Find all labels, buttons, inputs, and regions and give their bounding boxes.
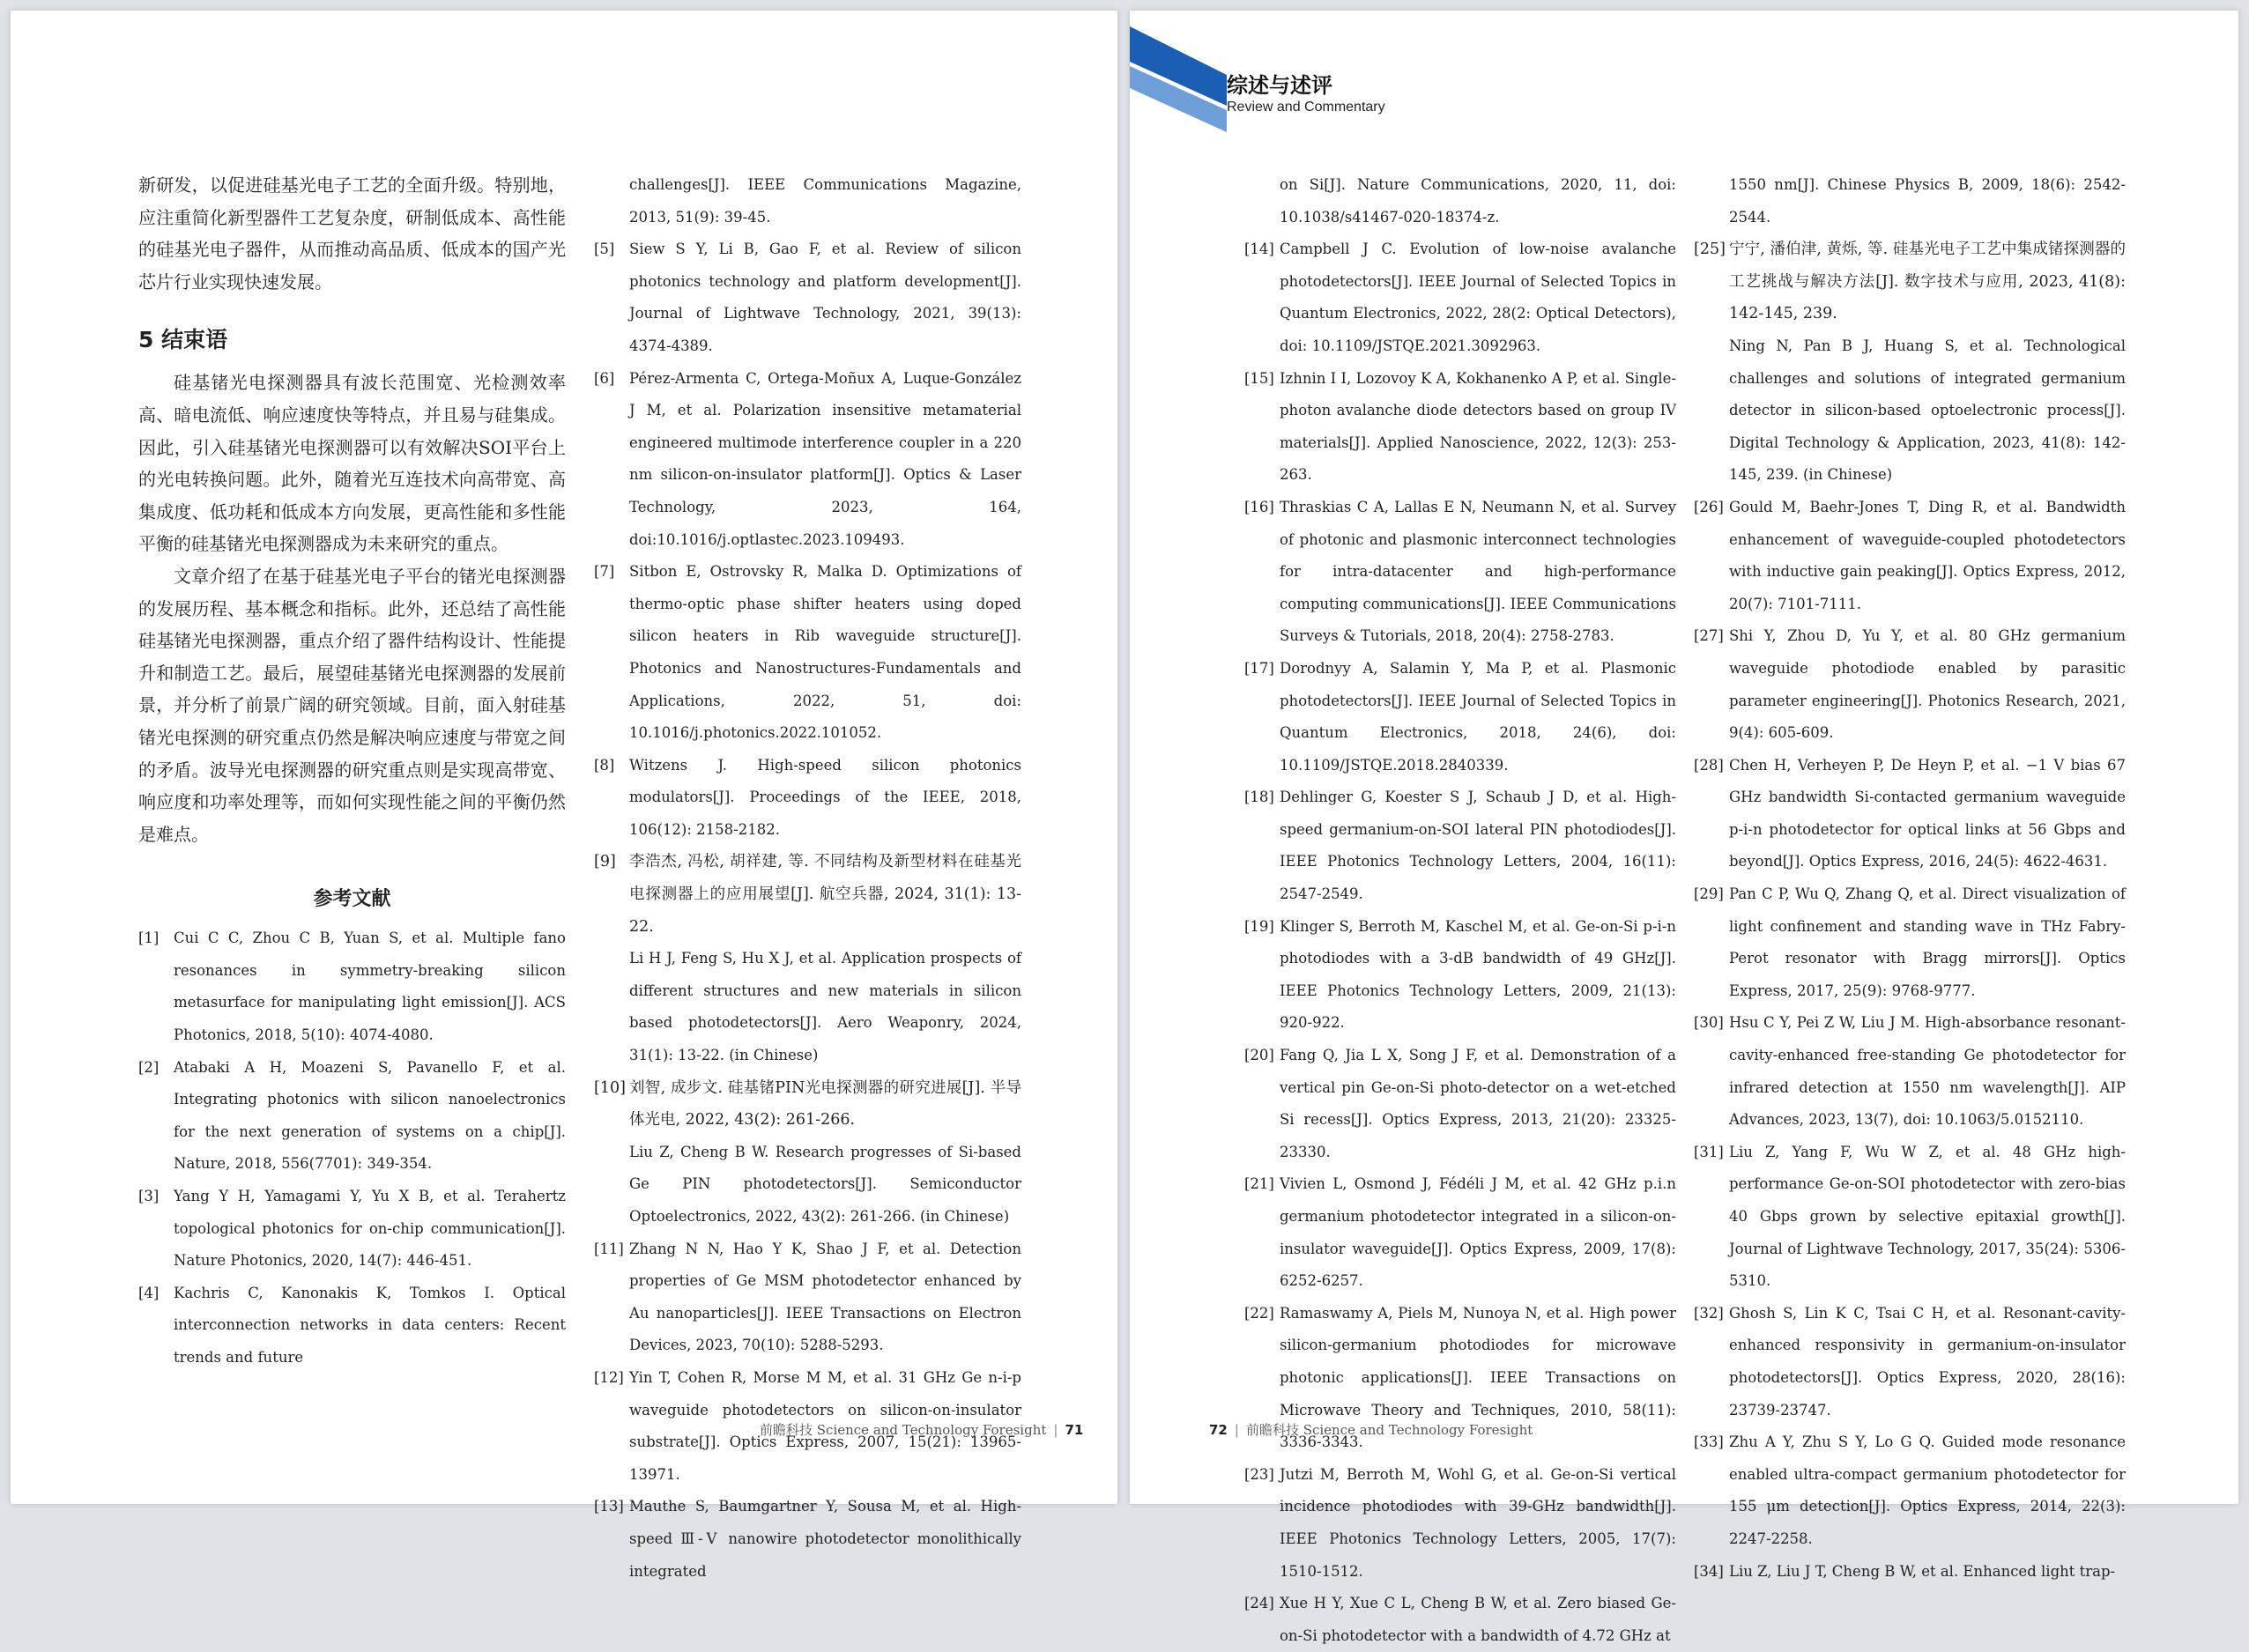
reference-item — [594, 846, 1021, 943]
reference-item — [1244, 233, 1676, 362]
reference-item — [138, 1278, 566, 1374]
reference-number: [20] — [1244, 1047, 1274, 1064]
reference-number: [19] — [1244, 917, 1274, 935]
left-col-1 — [138, 169, 566, 1374]
reference-text: Zhu A Y, Zhu S Y, Lo G Q. Guided mode resonance enabled ultra-compact germanium photodetector for 155 μm detection[J]. Optics Express, 2014, 22(3): 2247-2258. — [1729, 1433, 2126, 1547]
section-header-subtitle: Review and Commentary — [1227, 100, 1385, 115]
reference-number: [23] — [1244, 1465, 1274, 1483]
reference-text: Atabaki A H, Moazeni S, Pavanello F, et al. Integrating photonics with silicon nanoelectronics for the next generation of systems on a chip[J]. Nature, 2018, 556(7701): 349-354. — [174, 1058, 566, 1173]
footer-journal: 前瞻科技 Science and Technology Foresight — [1245, 1422, 1533, 1438]
reference-item — [1694, 1007, 2126, 1136]
reference-number: [6] — [594, 369, 615, 387]
reference-list — [594, 169, 1021, 1588]
reference-item — [594, 1072, 1021, 1137]
reference-number: [27] — [1694, 627, 1724, 645]
reference-item — [138, 1181, 566, 1278]
reference-number: [29] — [1694, 885, 1724, 903]
reference-text: Yin T, Cohen R, Morse M M, et al. 31 GHz Ge n-i-p waveguide photodetectors on silicon-on-insulator substrate[J]. Optics Express, 2007, 15(21): 13965-13971. — [629, 1368, 1021, 1483]
reference-item — [1244, 911, 1676, 1040]
reference-item — [1244, 1588, 1676, 1652]
references-heading: 参考文献 — [313, 888, 391, 911]
left-col-2 — [594, 169, 1021, 1588]
reference-item — [138, 1052, 566, 1181]
reference-item — [1694, 878, 2126, 1007]
intro-paragraph: 新研发，以促进硅基光电子工艺的全面升级。特别地，应注重简化新型器件工艺复杂度，研制低成本、高性能的硅基光电子器件，从而推动高品质、低成本的国产光芯片行业实现快速发展。 — [138, 174, 566, 293]
reference-number: [4] — [138, 1284, 160, 1301]
reference-item — [1694, 492, 2126, 620]
reference-text: Vivien L, Osmond J, Fédéli J M, et al. 42 GHz p.i.n germanium photodetector integrated in a silicon-on-insulator waveguide[J]. Optics Express, 2009, 17(8): 6252-6257. — [1280, 1175, 1676, 1290]
reference-number: [26] — [1694, 498, 1724, 515]
reference-number: [2] — [138, 1058, 160, 1076]
reference-text: Li H J, Feng S, Hu X J, et al. Application prospects of different structures and new materials in silicon based photodetectors[J]. Aero Weaponry, 2024, 31(1): 13-22. (in Chinese) — [629, 950, 1021, 1064]
reference-item — [1244, 653, 1676, 782]
reference-text: 宁宁, 潘伯津, 黄烁, 等. 硅基光电子工艺中集成锗探测器的工艺挑战与解决方法[J]. 数字技术与应用, 2023, 41(8): 142-145, 239. — [1729, 241, 2126, 323]
reference-text: Shi Y, Zhou D, Yu Y, et al. 80 GHz germanium waveguide photodiode enabled by parasitic parameter engineering[J]. Photonics Research, 2021, 9(4): 605-609. — [1729, 627, 2126, 742]
reference-item — [1244, 169, 1676, 233]
reference-text: Sitbon E, Ostrovsky R, Malka D. Optimizations of thermo-optic phase shifter heaters using doped silicon heaters in Rib waveguide structure[J]. Photonics and Nanostructures-Fundamentals and Applications, 2022, 51, doi: 10.1016/j.photonics.2022.101052. — [629, 563, 1021, 742]
reference-item — [1694, 330, 2126, 492]
reference-text: Liu Z, Yang F, Wu W Z, et al. 48 GHz high-performance Ge-on-SOI photodetector with zero-bias 40 Gbps grown by selective epitaxial growth[J]. Journal of Lightwave Technology, 2017, 35(24): 5306-5310. — [1729, 1143, 2126, 1290]
reference-text: Jutzi M, Berroth M, Wohl G, et al. Ge-on-Si vertical incidence photodiodes with 39-GHz bandwidth[J]. IEEE Photonics Technology Letters, 2005, 17(7): 1510-1512. — [1280, 1465, 1676, 1580]
reference-item — [1694, 620, 2126, 749]
reference-text: Mauthe S, Baumgartner Y, Sousa M, et al. High-speed Ⅲ-Ⅴ nanowire photodetector monolithically integrated — [629, 1498, 1021, 1580]
reference-number: [13] — [594, 1498, 624, 1515]
page-footer — [1209, 1420, 1533, 1439]
page-number: 71 — [1065, 1422, 1084, 1438]
reference-list — [138, 922, 566, 1374]
reference-number: [33] — [1694, 1433, 1724, 1451]
reference-item — [1694, 1426, 2126, 1555]
reference-item — [1694, 1298, 2126, 1426]
reference-text: Zhang N N, Hao Y K, Shao J F, et al. Detection properties of Ge MSM photodetector enhanced by Au nanoparticles[J]. IEEE Transactions on Electron Devices, 2023, 70(10): 5288-5293. — [629, 1240, 1021, 1354]
reference-list — [1694, 169, 2126, 1588]
reference-text: Dorodnyy A, Salamin Y, Ma P, et al. Plasmonic photodetectors[J]. IEEE Journal of Selected Topics in Quantum Electronics, 2018, 24(6), doi: 10.1109/JSTQE.2018.2840339. — [1280, 659, 1676, 774]
reference-number: [3] — [138, 1188, 160, 1205]
reference-text: on Si[J]. Nature Communications, 2020, 11, doi: 10.1038/s41467-020-18374-z. — [1280, 176, 1676, 226]
reference-number: [14] — [1244, 241, 1274, 258]
reference-item — [1694, 1556, 2126, 1589]
reference-text: Gould M, Baehr-Jones T, Ding R, et al. Bandwidth enhancement of waveguide-coupled photodetectors with inductive gain peaking[J]. Optics Express, 2012, 20(7): 7101-7111. — [1729, 498, 2126, 612]
reference-item — [594, 943, 1021, 1071]
reference-text: 李浩杰, 冯松, 胡祥建, 等. 不同结构及新型材料在硅基光电探测器上的应用展望[J]. 航空兵器, 2024, 31(1): 13-22. — [629, 853, 1021, 936]
reference-text: 刘智, 成步文. 硅基锗PIN光电探测器的研究进展[J]. 半导体光电, 2022, 43(2): 261-266. — [629, 1078, 1021, 1130]
reference-number: [15] — [1244, 369, 1274, 387]
reference-number: [21] — [1244, 1175, 1274, 1193]
reference-text: challenges[J]. IEEE Communications Magazine, 2013, 51(9): 39-45. — [629, 176, 1021, 226]
page-number: 72 — [1209, 1422, 1228, 1438]
reference-text: Campbell J C. Evolution of low-noise avalanche photodetectors[J]. IEEE Journal of Selected Topics in Quantum Electronics, 2022, 28(2: Optical Detectors), doi: 10.1109/JSTQE.2021.3092963. — [1280, 241, 1676, 354]
right-page — [1130, 11, 2238, 1644]
reference-number: [22] — [1244, 1304, 1274, 1322]
reference-number: [5] — [594, 241, 615, 258]
reference-number: [34] — [1694, 1562, 1724, 1580]
reference-item — [1244, 1040, 1676, 1168]
reference-text: Izhnin I I, Lozovoy K A, Kokhanenko A P, et al. Single-photon avalanche diode detectors based on group IV materials[J]. Applied Nanoscience, 2022, 12(3): 253-263. — [1280, 369, 1676, 484]
reference-text: Ramaswamy A, Piels M, Nunoya N, et al. High power silicon-germanium photodiodes for microwave photonic applications[J]. IEEE Transactions on Microwave Theory and Techniques, 2010, 58(11): 3336-3343. — [1280, 1304, 1676, 1451]
footer-separator: | — [1053, 1422, 1058, 1438]
reference-item — [1244, 1459, 1676, 1588]
reference-number: [30] — [1694, 1014, 1724, 1032]
reference-number: [17] — [1244, 659, 1274, 677]
reference-number: [32] — [1694, 1304, 1724, 1322]
section-band-graphic — [1130, 26, 1227, 132]
reference-number: [12] — [594, 1368, 624, 1386]
reference-item — [1244, 492, 1676, 653]
reference-item — [1694, 1137, 2126, 1298]
reference-text: 1550 nm[J]. Chinese Physics B, 2009, 18(6): 2542-2544. — [1729, 176, 2126, 226]
reference-number: [24] — [1244, 1595, 1274, 1612]
reference-item — [1244, 1168, 1676, 1297]
right-col-2 — [1694, 169, 2126, 1588]
reference-number: [28] — [1694, 756, 1724, 774]
page-footer — [760, 1420, 1083, 1439]
section-title: 5 结束语 — [138, 327, 228, 353]
reference-text: Liu Z, Cheng B W. Research progresses of Si-based Ge PIN photodetectors[J]. Semiconductor Optoelectronics, 2022, 43(2): 261-266. (in Chinese) — [629, 1143, 1021, 1225]
reference-text: Klinger S, Berroth M, Kaschel M, et al. Ge-on-Si p-i-n photodiodes with a 3-dB bandwidth of 49 GHz[J]. IEEE Photonics Technology Letters, 2009, 21(13): 920-922. — [1280, 917, 1676, 1032]
reference-number: [18] — [1244, 789, 1274, 806]
reference-number: [1] — [138, 930, 160, 947]
reference-text: Ning N, Pan B J, Huang S, et al. Technological challenges and solutions of integrated germanium detector in silicon-based optoelectronic process[J]. Digital Technology & Application, 2023, 41(8): 142-145, 239. (in Chinese) — [1729, 337, 2126, 484]
reference-item — [594, 233, 1021, 362]
reference-text: Cui C C, Zhou C B, Yuan S, et al. Multiple fano resonances in symmetry-breaking silicon metasurface for manipulating light emission[J]. ACS Photonics, 2018, 5(10): 4074-4080. — [174, 930, 566, 1044]
reference-number: [25] — [1694, 241, 1726, 259]
reference-text: Liu Z, Liu J T, Cheng B W, et al. Enhanced light trap- — [1729, 1562, 2116, 1580]
reference-item — [1694, 750, 2126, 878]
reference-item — [594, 750, 1021, 847]
conclusion-paragraph-1: 硅基锗光电探测器具有波长范围宽、光检测效率高、暗电流低、响应速度快等特点，并且易与硅集成。因此，引入硅基锗光电探测器可以有效解决SOI平台上的光电转换问题。此外，随着光互连技术向高带宽、高集成度、低功耗和低成本方向发展，更高性能和多性能平衡的硅基锗光电探测器成为未来研究的重点。 — [138, 372, 566, 555]
reference-item — [1694, 233, 2126, 330]
reference-text: Siew S Y, Li B, Gao F, et al. Review of silicon photonics technology and platform development[J]. Journal of Lightwave Technology, 2021, 39(13): 4374-4389. — [629, 241, 1021, 354]
reference-item — [594, 556, 1021, 750]
footer-journal: 前瞻科技 Science and Technology Foresight — [760, 1422, 1047, 1438]
reference-number: [8] — [594, 756, 615, 774]
reference-item — [1694, 169, 2126, 233]
reference-number: [7] — [594, 563, 615, 581]
reference-item — [594, 1137, 1021, 1233]
section-header-title: 综述与述评 — [1227, 73, 1332, 98]
reference-number: [11] — [594, 1240, 624, 1257]
reference-item — [594, 1233, 1021, 1362]
reference-text: Hsu C Y, Pei Z W, Liu J M. High-absorbance resonant-cavity-enhanced free-standing Ge photodetector for infrared detection at 1550 nm wavelength[J]. AIP Advances, 2023, 13(7), doi: 10.1063/5.0152110. — [1729, 1014, 2126, 1129]
reference-text: Yang Y H, Yamagami Y, Yu X B, et al. Terahertz topological photonics for on-chip communication[J]. Nature Photonics, 2020, 14(7): 446-451. — [174, 1188, 566, 1270]
left-page — [11, 11, 1117, 1580]
reference-number: [16] — [1244, 498, 1274, 515]
conclusion-paragraph-2: 文章介绍了在基于硅基光电子平台的锗光电探测器的发展历程、基本概念和指标。此外，还总结了高性能硅基锗光电探测器，重点介绍了器件结构设计、性能提升和制造工艺。最后，展望硅基锗光电探测器的发展前景，并分析了前景广阔的研究领域。目前，面入射硅基锗光电探测的研究重点仍然是解决响应速度与带宽之间的矛盾。波导光电探测器的研究重点则是实现高带宽、响应度和功率处理等，而如何实现性能之间的平衡仍然是难点。 — [138, 565, 566, 845]
reference-text: Fang Q, Jia L X, Song J F, et al. Demonstration of a vertical pin Ge-on-Si photo-detector on a wet-etched Si recess[J]. Optics Express, 2013, 21(20): 23325-23330. — [1280, 1047, 1676, 1160]
reference-number: [9] — [594, 853, 616, 871]
footer-separator: | — [1234, 1422, 1239, 1438]
reference-text: Witzens J. High-speed silicon photonics modulators[J]. Proceedings of the IEEE, 2018, 106(12): 2158-2182. — [629, 756, 1021, 838]
reference-text: Xue H Y, Xue C L, Cheng B W, et al. Zero biased Ge-on-Si photodetector with a bandwidth of 4.72 GHz at — [1280, 1595, 1676, 1644]
reference-text: Dehlinger G, Koester S J, Schaub J D, et al. High-speed germanium-on-SOI lateral PIN photodiodes[J]. IEEE Photonics Technology Letters, 2004, 16(11): 2547-2549. — [1280, 789, 1676, 903]
reference-text: Kachris C, Kanonakis K, Tomkos I. Optical interconnection networks in data centers: Recent trends and future — [174, 1284, 566, 1366]
reference-item — [594, 169, 1021, 233]
reference-text: Ghosh S, Lin K C, Tsai C H, et al. Resonant-cavity-enhanced responsivity in germanium-on-insulator photodetectors[J]. Optics Express, 2020, 28(16): 23739-23747. — [1729, 1304, 2126, 1419]
reference-text: Thraskias C A, Lallas E N, Neumann N, et al. Survey of photonic and plasmonic interconnect technologies for intra-datacenter and high-performance computing communications[J]. IEEE Communications Surveys & Tutorials, 2018, 20(4): 2758-2783. — [1280, 498, 1676, 645]
reference-item — [594, 363, 1021, 557]
reference-text: Pérez-Armenta C, Ortega-Moñux A, Luque-González J M, et al. Polarization insensitive metamaterial engineered multimode interference coupler in a 220 nm silicon-on-insulator platform[J]. Optics & Laser Technology, 2023, 164, doi:10.1016/j.optlastec.2023.109493. — [629, 369, 1021, 548]
reference-text: Pan C P, Wu Q, Zhang Q, et al. Direct visualization of light confinement and standing wave in THz Fabry-Perot resonator with Bragg mirrors[J]. Optics Express, 2017, 25(9): 9768-9777. — [1729, 885, 2126, 999]
reference-item — [594, 1491, 1021, 1588]
reference-number: [31] — [1694, 1143, 1724, 1160]
reference-number: [10] — [594, 1078, 626, 1097]
reference-item — [138, 922, 566, 1051]
reference-item — [1244, 782, 1676, 910]
reference-item — [1244, 363, 1676, 492]
reference-text: Chen H, Verheyen P, De Heyn P, et al. −1 V bias 67 GHz bandwidth Si-contacted germanium waveguide p-i-n photodetector for optical links at 56 Gbps and beyond[J]. Optics Express, 2016, 24(5): 4622-4631. — [1729, 756, 2126, 870]
